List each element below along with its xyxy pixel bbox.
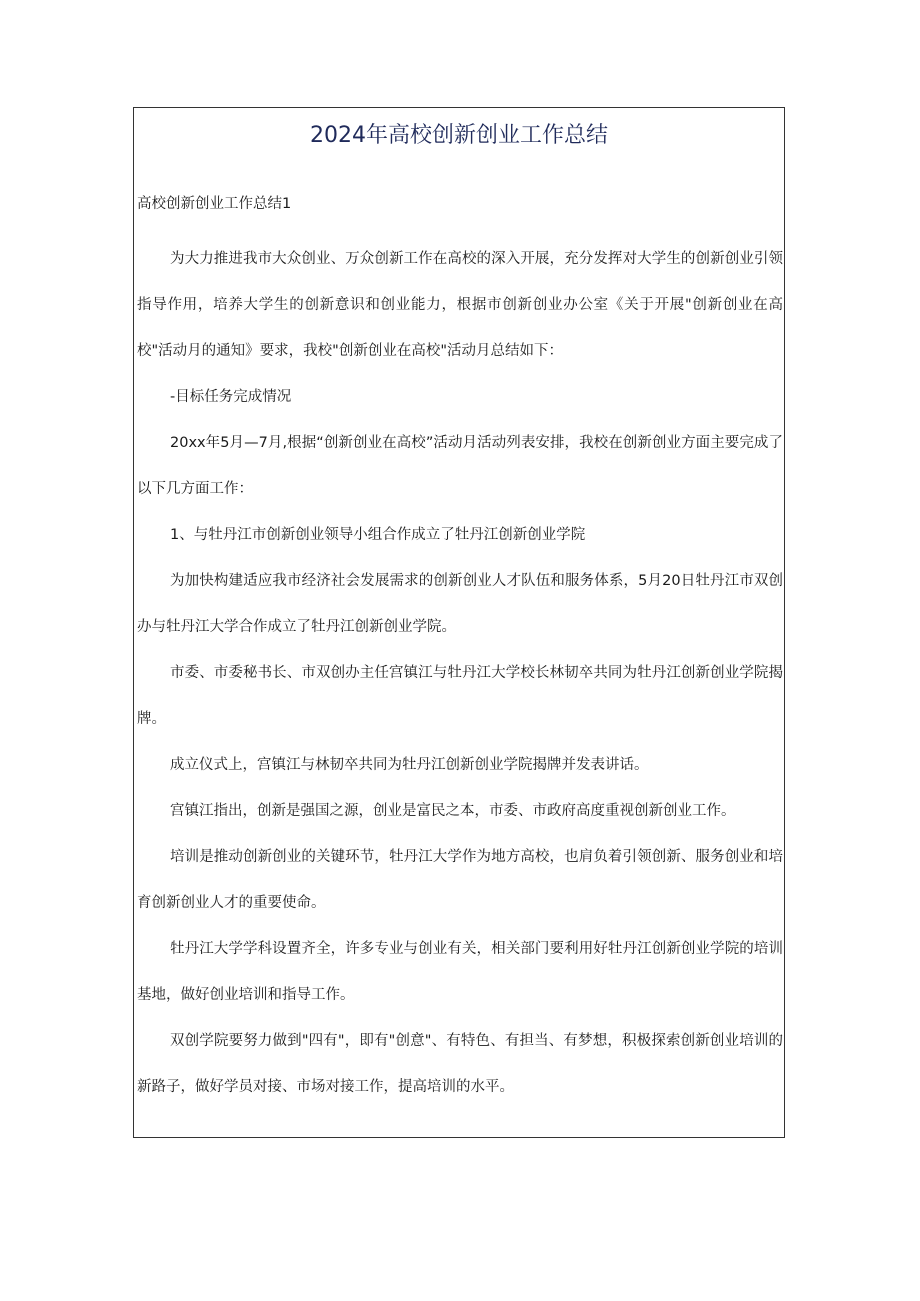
document-frame — [133, 107, 785, 1138]
paragraph: 牡丹江大学学科设置齐全，许多专业与创业有关，相关部门要利用好牡丹江创新创业学院的培训基地，做好创业培训和指导工作。 — [137, 941, 783, 1003]
section-heading: 高校创新创业工作总结1 — [137, 196, 292, 212]
paragraph: 为加快构建适应我市经济社会发展需求的创新创业人才队伍和服务体系，5月20日牡丹江市双创办与牡丹江大学合作成立了牡丹江创新创业学院。 — [137, 573, 783, 635]
paragraph: 双创学院要努力做到"四有"，即有"创意"、有特色、有担当、有梦想，积极探索创新创业培训的新路子，做好学员对接、市场对接工作，提高培训的水平。 — [137, 1033, 783, 1095]
paragraph: 培训是推动创新创业的关键环节，牡丹江大学作为地方高校，也肩负着引领创新、服务创业和培育创新创业人才的重要使命。 — [137, 849, 783, 911]
paragraph: 为大力推进我市大众创业、万众创新工作在高校的深入开展，充分发挥对大学生的创新创业引领指导作用，培养大学生的创新意识和创业能力，根据市创新创业办公室《关于开展"创新创业在高校"活动月的通知》要求，我校"创新创业在高校"活动月总结如下： — [137, 251, 783, 359]
paragraph: 宫镇江指出，创新是强国之源，创业是富民之本，市委、市政府高度重视创新创业工作。 — [170, 803, 736, 819]
paragraph: 1、与牡丹江市创新创业领导小组合作成立了牡丹江创新创业学院 — [170, 527, 586, 543]
paragraph: 市委、市委秘书长、市双创办主任宫镇江与牡丹江大学校长林韧卒共同为牡丹江创新创业学院揭牌。 — [137, 665, 783, 727]
paragraph: -目标任务完成情况 — [170, 389, 292, 405]
document-title: 2024年高校创新创业工作总结 — [310, 123, 608, 148]
paragraph: 成立仪式上，宫镇江与林韧卒共同为牡丹江创新创业学院揭牌并发表讲话。 — [170, 757, 649, 773]
paragraph: 20xx年5月—7月,根据“创新创业在高校”活动月活动列表安排，我校在创新创业方面主要完成了以下几方面工作： — [137, 435, 783, 497]
